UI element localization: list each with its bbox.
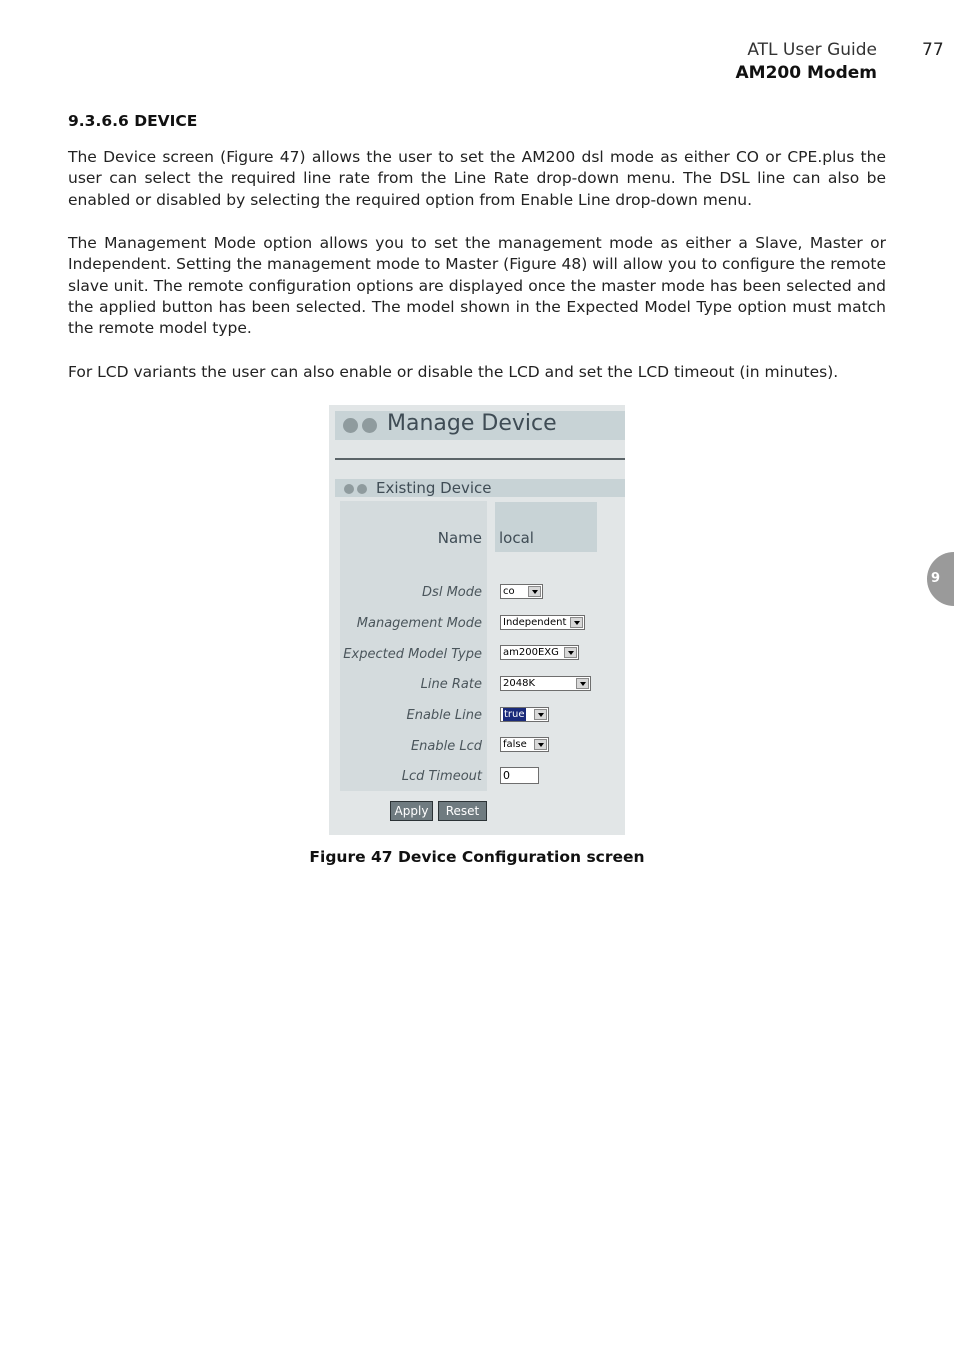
paragraph-management-mode: The Management Mode option allows you to set the management mode as either a Slave, Master or Independent. Setting the management mode to Master (Figure 48) will allow you to configure the remote slave unit. The remote configuration options are displayed once the master mode has been selected and the applied button has been selected. The model shown in the Expected Model Type option must match the remote model type.: [68, 234, 886, 338]
header-guide-title: ATL User Guide: [747, 40, 877, 60]
section-title: 9.3.6.6 DEVICE: [68, 112, 198, 130]
line-rate-select[interactable]: [500, 676, 591, 691]
line-rate-label: Line Rate: [420, 677, 482, 692]
chevron-down-icon[interactable]: [528, 586, 541, 597]
chapter-tab-number: 9: [931, 571, 941, 586]
management-mode-value: Independent: [503, 617, 567, 628]
chapter-tab: [927, 552, 954, 606]
reset-button[interactable]: Reset: [438, 801, 487, 821]
expected-model-type-label: Expected Model Type: [343, 647, 482, 662]
expected-model-type-value: am200EXG: [503, 647, 559, 658]
chevron-down-icon[interactable]: [564, 647, 577, 658]
paragraph-device-screen: The Device screen (Figure 47) allows the user to set the AM200 dsl mode as either CO or CPE.plus the user can select the required line rate from the Line Rate drop-down menu. The DSL line can also be enabled or disabled by selecting the required option from Enable Line drop-down menu.: [68, 148, 886, 209]
chevron-down-icon[interactable]: [576, 678, 589, 689]
header-model-title: AM200 Modem: [735, 63, 877, 83]
enable-line-label: Enable Line: [406, 708, 482, 723]
page-number: 77: [922, 40, 944, 60]
subtitle-bullet-icon: [357, 484, 367, 494]
dsl-mode-label: Dsl Mode: [422, 585, 482, 600]
name-value: local: [499, 529, 534, 547]
dsl-mode-value: co: [503, 586, 515, 597]
dsl-mode-select[interactable]: [500, 584, 543, 599]
title-divider: [335, 458, 625, 460]
expected-model-type-select[interactable]: [500, 645, 579, 660]
figure-caption: Figure 47 Device Configuration screen: [309, 848, 645, 866]
chevron-down-icon[interactable]: [570, 617, 583, 628]
enable-line-value: true: [504, 709, 525, 720]
device-config-figure: [329, 405, 625, 835]
chevron-down-icon[interactable]: [534, 709, 547, 720]
paragraph-lcd-variants: For LCD variants the user can also enable or disable the LCD and set the LCD timeout (in minutes).: [68, 363, 839, 381]
enable-lcd-select[interactable]: [500, 737, 549, 752]
management-mode-select[interactable]: [500, 615, 585, 630]
title-bullet-icon: [343, 418, 358, 433]
lcd-timeout-input[interactable]: 0: [500, 767, 539, 784]
enable-lcd-label: Enable Lcd: [410, 739, 482, 754]
enable-line-select[interactable]: [500, 707, 549, 722]
title-bullet-icon: [362, 418, 377, 433]
enable-lcd-value: false: [503, 739, 527, 750]
existing-device-title: Existing Device: [376, 479, 492, 497]
lcd-timeout-label: Lcd Timeout: [401, 769, 482, 784]
subtitle-bullet-icon: [344, 484, 354, 494]
line-rate-value: 2048K: [503, 678, 536, 689]
manage-device-title: Manage Device: [387, 411, 557, 436]
name-label: Name: [437, 529, 482, 547]
management-mode-label: Management Mode: [356, 616, 482, 631]
chevron-down-icon[interactable]: [534, 739, 547, 750]
apply-button[interactable]: Apply: [390, 801, 433, 821]
